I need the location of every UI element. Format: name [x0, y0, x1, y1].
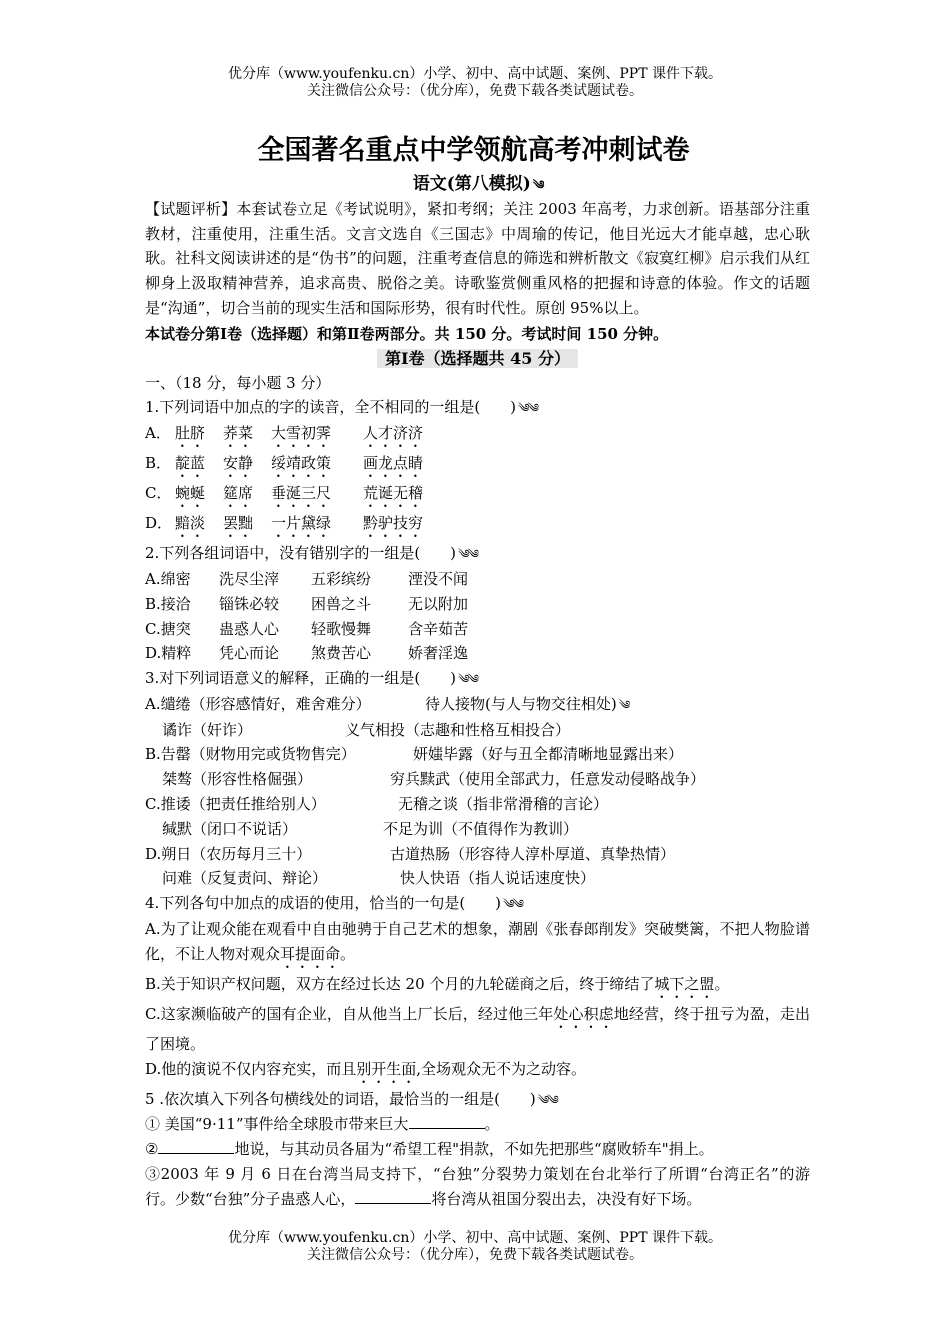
- option-word: 一片黛绿: [271, 514, 332, 533]
- option-word: 凭心而论: [219, 644, 280, 663]
- option-text: D.他的演说不仅内容充实，而且: [145, 1059, 357, 1078]
- option-word: 含辛茹苦: [408, 619, 469, 638]
- ornament-icon: ༄༄: [503, 897, 522, 912]
- sentence-text: 将台湾从祖国分裂出去，决没有好下场。: [431, 1189, 702, 1208]
- document-body: [145, 134, 810, 1212]
- option-word: 黔驴技穷: [363, 514, 424, 533]
- option-word: 肚脐: [175, 424, 206, 443]
- term-definition: D.朔日（农历每月三十）: [145, 844, 312, 863]
- question-4-text: 4.下列各句中加点的成语的使用，恰当的一句是( ): [145, 894, 502, 913]
- ornament-icon: ༄: [618, 697, 629, 712]
- question-2-option-c: [145, 617, 810, 642]
- question-2-option-b: [145, 592, 810, 617]
- header-line-2: 关注微信公众号：（优分库），免费下载各类试题试卷。: [307, 83, 643, 99]
- option-word: 绥靖政策: [271, 454, 332, 473]
- option-word: 罢黜: [223, 514, 254, 533]
- option-word: 靛蓝: [175, 454, 206, 473]
- term-definition: 义气相投（志趣和性格互相投合）: [345, 720, 571, 739]
- term-definition: 谲诈（奸诈）: [162, 720, 253, 739]
- header-line-1: 优分库（www.youfenku.cn）小学、初中、高中试题、案例、PPT 课件下载。: [227, 66, 722, 82]
- ornament-icon: ༄༄: [458, 672, 477, 687]
- term-definition: 桀骜（形容性格倔强）: [162, 770, 313, 789]
- option-text: 。: [340, 944, 356, 963]
- ornament-icon: ༄༄: [458, 547, 477, 562]
- sentence-text: 。: [484, 1115, 500, 1134]
- question-3-option-c-2: [145, 817, 810, 842]
- option-word: 蜿蜒: [175, 484, 206, 503]
- part-heading: 一、（18 分，每小题 3 分）: [145, 373, 331, 392]
- section-heading-text: 第Ⅰ卷（选择题共 45 分）: [377, 349, 578, 368]
- footer-line-2: 关注微信公众号：（优分库），免费下载各类试题试卷。: [307, 1247, 643, 1263]
- term-definition: 问难（反复责问、辩论）: [162, 869, 328, 888]
- option-word: 荒诞无稽: [363, 484, 424, 503]
- option-word: 洗尽尘滓: [219, 569, 280, 588]
- option-word: 筵席: [223, 484, 254, 503]
- option-word: 黯淡: [175, 514, 206, 533]
- option-word: 轻歌慢舞: [311, 619, 372, 638]
- subtitle-text: 语文(第八模拟): [412, 174, 531, 194]
- option-word: 锱铢必较: [219, 594, 280, 613]
- fill-blank: [158, 1139, 234, 1154]
- term-definition: 待人接物(与人与物交往相处): [425, 694, 617, 713]
- question-4-option-d: [145, 1057, 810, 1087]
- question-5-text: 5 .依次填入下列各句横线处的词语，最恰当的一组是( ): [145, 1089, 536, 1108]
- option-word: 困兽之斗: [311, 594, 372, 613]
- dotted-idiom: 城下之盟: [654, 974, 715, 993]
- option-label: D．: [145, 514, 173, 533]
- option-word: 蛊惑人心: [219, 619, 280, 638]
- option-word: B.接洽: [145, 594, 191, 613]
- question-4-option-b: [145, 972, 810, 1002]
- question-1-option-c: [145, 481, 810, 511]
- term-definition: 缄默（闭口不说话）: [162, 819, 298, 838]
- option-word: 无以附加: [408, 594, 469, 613]
- sentence-text: ① 美国“9·11”事件给全球股市带来巨大: [145, 1115, 409, 1134]
- term-definition: 妍媸毕露（好与丑全都清晰地显露出来）: [413, 745, 684, 764]
- page-footer: [0, 1230, 950, 1264]
- option-word: 垂涎三尺: [271, 484, 332, 503]
- option-label: C．: [145, 484, 172, 503]
- question-5-sentence-2: [145, 1137, 810, 1162]
- question-3-option-c-1: [145, 792, 810, 817]
- question-5-sentence-1: [145, 1112, 810, 1137]
- term-definition: 不足为训（不值得作为教训）: [383, 819, 579, 838]
- term-definition: C.推诿（把责任推给别人）: [145, 795, 326, 814]
- option-word: 娇奢淫逸: [408, 644, 469, 663]
- sentence-text: 地说，与其动员各届为“希望工程"捐款，不如先把那些“腐败轿车"捐上。: [234, 1140, 714, 1159]
- question-2-text: 2.下列各组词语中，没有错别字的一组是( ): [145, 544, 457, 563]
- option-word: 安静: [223, 454, 254, 473]
- exam-info: 本试卷分第Ⅰ卷（选择题）和第Ⅱ卷两部分。共 150 分。考试时间 150 分钟。: [145, 324, 669, 343]
- option-text: C.这家濒临破产的国有企业，自从他当上厂长后，经过他三年: [145, 1004, 554, 1023]
- dotted-idiom: 别开生面: [356, 1059, 417, 1078]
- option-label: B．: [145, 454, 172, 473]
- option-label: A．: [145, 424, 171, 443]
- question-1-stem: [145, 395, 810, 421]
- option-text: 。: [714, 974, 730, 993]
- question-4-stem: [145, 891, 810, 917]
- question-1-text: 1.下列词语中加点的字的读音，全不相同的一组是( ): [145, 398, 517, 417]
- question-3-stem: [145, 666, 810, 692]
- term-definition: B.告罄（财物用完或货物售完）: [145, 745, 356, 764]
- ornament-icon: ༄༄: [537, 1092, 557, 1107]
- option-word: 湮没不闻: [408, 569, 469, 588]
- question-3-text: 3.对下列词语意义的解释，正确的一组是( ): [145, 669, 457, 688]
- fill-blank: [355, 1189, 431, 1204]
- ornament-icon: ༄: [532, 178, 543, 192]
- page-title: 全国著名重点中学领航高考冲刺试卷: [257, 135, 690, 166]
- option-text: B.关于知识产权问题，双方在经过长达 20 个月的九轮磋商之后，终于缔结了: [145, 974, 655, 993]
- question-1-option-b: [145, 451, 810, 481]
- option-text: A.为了让观众能在观看中自由驰骋于自己艺术的想象，潮剧《张春郎削发》突破樊篱，不把人物脸谱化，不让人物对观众: [145, 920, 810, 963]
- question-4-option-c: [145, 1002, 810, 1057]
- option-word: 五彩缤纷: [311, 569, 372, 588]
- term-definition: A.缱绻（形容感情好，难舍难分）: [145, 694, 371, 713]
- question-5-stem: [145, 1087, 810, 1113]
- question-2-option-d: [145, 641, 810, 666]
- question-2-option-a: [145, 567, 810, 592]
- page-header: [0, 66, 950, 100]
- dotted-idiom: 耳提面命: [280, 944, 341, 963]
- option-word: D.精粹: [145, 644, 192, 663]
- option-word: 荞菜: [223, 424, 254, 443]
- section-heading: [145, 347, 810, 371]
- question-3-option-d-1: [145, 842, 810, 867]
- question-1-option-a: [145, 421, 810, 451]
- sentence-text: ②: [145, 1140, 159, 1159]
- option-word: 煞费苦心: [311, 644, 372, 663]
- dotted-idiom: 处心积虑: [553, 1004, 614, 1023]
- review-paragraph: 【试题评析】本套试卷立足《考试说明》，紧扣考纲；关注 2003 年高考，力求创新。语基部分注重教材，注重使用，注重生活。文言文选自《三国志》中周瑜的传记，他目光远大才能卓越，忠心耿耿。社科文阅读讲述的是“伪书”的问题，注重考查信息的筛选和辨析散文《寂寞红柳》启示我们从红柳身上汲取精神营养，追求高贵、脱俗之美。诗歌鉴赏侧重风格的把握和诗意的体验。作文的话题是“沟通”，切合当前的现实生活和国际形势，很有时代性。原创 95%以上。: [145, 200, 810, 317]
- term-definition: 古道热肠（形容待人淳朴厚道、真挚热情）: [390, 844, 676, 863]
- question-3-option-d-2: [145, 866, 810, 891]
- subtitle: [145, 172, 810, 197]
- footer-line-1: 优分库（www.youfenku.cn）小学、初中、高中试题、案例、PPT 课件下载。: [227, 1230, 722, 1246]
- option-word: A.绵密: [145, 569, 191, 588]
- option-word: 画龙点睛: [363, 454, 424, 473]
- sentence-text: ③2003 年 9 月 6 日在台湾当局支持下，“台独”分裂势力策划在台北举行了所谓“台湾正名”的游行。少数“台独”分子蛊惑人心，: [145, 1165, 810, 1208]
- term-definition: 无稽之谈（指非常滑稽的言论）: [398, 795, 609, 814]
- question-3-option-b-2: [145, 767, 810, 792]
- ornament-icon: ༄༄: [518, 401, 537, 416]
- question-1-option-d: [145, 511, 810, 541]
- question-5-sentence-3: [145, 1162, 810, 1212]
- question-2-stem: [145, 541, 810, 567]
- term-definition: 穷兵黩武（使用全部武力，任意发动侵略战争）: [390, 770, 706, 789]
- term-definition: 快人快语（指人说话速度快）: [400, 869, 596, 888]
- option-word: 大雪初霁: [271, 424, 332, 443]
- question-4-option-a: [145, 917, 810, 972]
- question-3-option-a-2: [145, 718, 810, 743]
- option-word: C.搪突: [145, 619, 191, 638]
- question-3-option-b-1: [145, 742, 810, 767]
- fill-blank: [409, 1114, 485, 1129]
- option-text: ,全场观众无不为之动容。: [416, 1059, 587, 1078]
- option-text: 地经营，终于扭亏为盈，走出了困境。: [145, 1004, 810, 1053]
- option-word: 人才济济: [363, 424, 424, 443]
- question-3-option-a-1: [145, 692, 810, 718]
